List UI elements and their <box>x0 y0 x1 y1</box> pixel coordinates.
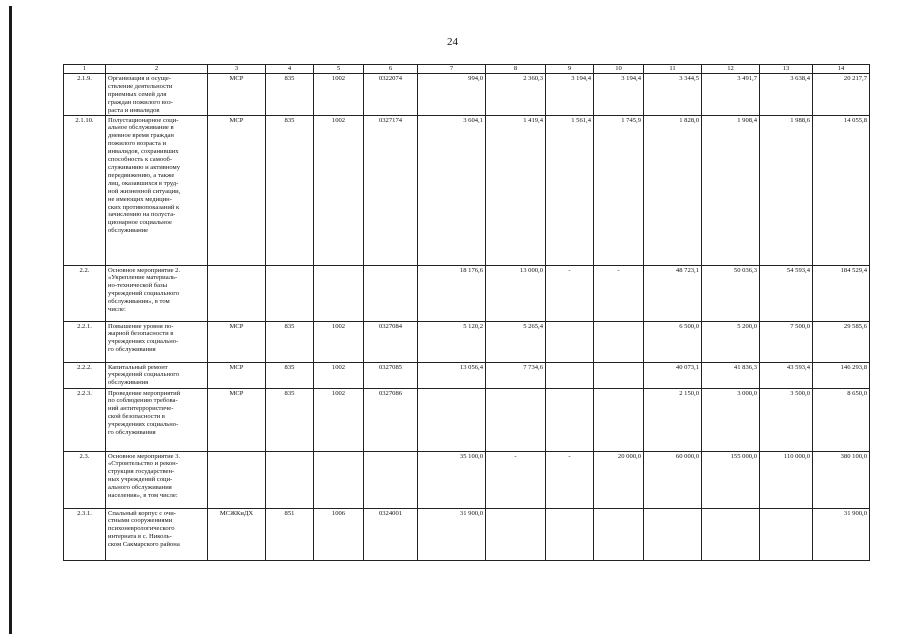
cell-value: 3 344,5 <box>644 74 702 116</box>
cell-number: 2.1.10. <box>64 115 106 265</box>
cell-total: 31 900,0 <box>813 508 870 560</box>
column-header: 12 <box>702 65 760 74</box>
cell-value: 3 638,4 <box>760 74 813 116</box>
cell-code-rzpr: 1006 <box>314 508 364 560</box>
cell-number: 2.1.9. <box>64 74 106 116</box>
cell-value <box>486 508 546 560</box>
cell-name: Повышение уровня по- жарной безопасности в учреждениях социально- го обслуживания <box>106 321 208 362</box>
cell-value: - <box>594 265 644 321</box>
cell-code-grbs <box>266 265 314 321</box>
cell-value: 1 745,9 <box>594 115 644 265</box>
cell-total: 184 529,4 <box>813 265 870 321</box>
cell-value: 13 000,0 <box>486 265 546 321</box>
cell-value: 3 500,0 <box>760 388 813 451</box>
cell-value: 40 073,1 <box>644 362 702 388</box>
cell-value: 1 828,0 <box>644 115 702 265</box>
cell-value: 3 194,4 <box>546 74 594 116</box>
cell-value <box>644 508 702 560</box>
cell-code-csr: 0327174 <box>364 115 418 265</box>
cell-executor: МСР <box>208 74 266 116</box>
table-row <box>64 115 870 265</box>
cell-value: 155 000,0 <box>702 451 760 508</box>
cell-code-grbs: 835 <box>266 74 314 116</box>
cell-value <box>546 362 594 388</box>
cell-value: - <box>546 451 594 508</box>
program-table <box>63 64 870 561</box>
cell-value: 48 723,1 <box>644 265 702 321</box>
cell-value <box>486 388 546 451</box>
cell-value: 60 000,0 <box>644 451 702 508</box>
page-number: 24 <box>447 36 458 48</box>
cell-name: Полустационарное соци- альное обслуживание в дневное время граждан пожилого возраста и инвалидов, сохранивших способность к самооб- служиванию и активному передвижению, а также лиц, оказавшихся в труд- ной жизненной ситуации, не имеющих медицин- ских противопоказаний к зачислению на полуста- ционарное социальное обслуживание <box>106 115 208 265</box>
cell-number: 2.2.1. <box>64 321 106 362</box>
cell-value: 3 194,4 <box>594 74 644 116</box>
cell-value: 1 988,6 <box>760 115 813 265</box>
cell-value <box>546 508 594 560</box>
column-header: 14 <box>813 65 870 74</box>
cell-value <box>594 321 644 362</box>
table-row <box>64 508 870 560</box>
cell-code-grbs: 835 <box>266 115 314 265</box>
cell-code-csr <box>364 451 418 508</box>
cell-total: 146 293,8 <box>813 362 870 388</box>
table-row <box>64 74 870 116</box>
cell-number: 2.3. <box>64 451 106 508</box>
cell-value: 1 419,4 <box>486 115 546 265</box>
column-header: 4 <box>266 65 314 74</box>
table-row <box>64 451 870 508</box>
cell-number: 2.3.1. <box>64 508 106 560</box>
cell-name: Капитальный ремонт учреждений социального обслуживания <box>106 362 208 388</box>
column-header: 1 <box>64 65 106 74</box>
cell-value: 7 734,6 <box>486 362 546 388</box>
cell-code-grbs: 835 <box>266 362 314 388</box>
column-header: 11 <box>644 65 702 74</box>
cell-value: 2 360,3 <box>486 74 546 116</box>
cell-value <box>594 508 644 560</box>
cell-code-rzpr: 1002 <box>314 74 364 116</box>
cell-total: 29 585,6 <box>813 321 870 362</box>
cell-value: - <box>486 451 546 508</box>
cell-value: 31 900,0 <box>418 508 486 560</box>
cell-value <box>760 508 813 560</box>
cell-name: Основное мероприятие 3. «Строительство и рекон- струкция государствен- ных учреждений соци- ального обслуживания населения», в том числе: <box>106 451 208 508</box>
cell-code-csr: 0322074 <box>364 74 418 116</box>
cell-value: 50 036,3 <box>702 265 760 321</box>
cell-executor: МСР <box>208 362 266 388</box>
cell-value: 110 000,0 <box>760 451 813 508</box>
cell-name: Спальный корпус с очи- стными сооружениями психоневрологического интерната в с. Николь- ском Сакмарского района <box>106 508 208 560</box>
cell-value <box>594 362 644 388</box>
cell-total: 380 100,0 <box>813 451 870 508</box>
cell-executor: МСР <box>208 321 266 362</box>
cell-executor: МСЖКиДХ <box>208 508 266 560</box>
cell-value: 6 500,0 <box>644 321 702 362</box>
cell-executor <box>208 451 266 508</box>
table-header-row <box>64 65 870 74</box>
cell-value: 1 908,4 <box>702 115 760 265</box>
cell-code-csr: 0327086 <box>364 388 418 451</box>
column-header: 9 <box>546 65 594 74</box>
cell-value <box>546 321 594 362</box>
cell-value: 1 561,4 <box>546 115 594 265</box>
column-header: 6 <box>364 65 418 74</box>
column-header: 5 <box>314 65 364 74</box>
cell-value <box>418 388 486 451</box>
cell-value <box>702 508 760 560</box>
cell-name: Проведение мероприятий по соблюдению требова- ний антитеррористиче- ской безопасности в учреждениях социально- го обслуживания <box>106 388 208 451</box>
table-row <box>64 388 870 451</box>
cell-value: 20 000,0 <box>594 451 644 508</box>
cell-number: 2.2.2. <box>64 362 106 388</box>
cell-code-rzpr: 1002 <box>314 388 364 451</box>
cell-total: 8 650,0 <box>813 388 870 451</box>
cell-value: 5 200,0 <box>702 321 760 362</box>
column-header: 2 <box>106 65 208 74</box>
table-row <box>64 321 870 362</box>
cell-code-csr: 0324001 <box>364 508 418 560</box>
cell-code-csr: 0327085 <box>364 362 418 388</box>
cell-code-rzpr: 1002 <box>314 321 364 362</box>
cell-executor: МСР <box>208 115 266 265</box>
table-row <box>64 362 870 388</box>
cell-code-csr: 0327084 <box>364 321 418 362</box>
cell-code-rzpr: 1002 <box>314 115 364 265</box>
cell-value: 18 176,6 <box>418 265 486 321</box>
cell-number: 2.2.3. <box>64 388 106 451</box>
cell-code-grbs: 835 <box>266 388 314 451</box>
scan-edge-line <box>9 6 12 634</box>
cell-code-grbs <box>266 451 314 508</box>
cell-code-csr <box>364 265 418 321</box>
cell-code-grbs: 851 <box>266 508 314 560</box>
column-header: 13 <box>760 65 813 74</box>
cell-name: Организация и осуще- ствление деятельности приемных семей для граждан пожилого воз- раста и инвалидов <box>106 74 208 116</box>
cell-value: 3 604,1 <box>418 115 486 265</box>
cell-value: 35 100,0 <box>418 451 486 508</box>
cell-value: 2 150,0 <box>644 388 702 451</box>
cell-value: 5 265,4 <box>486 321 546 362</box>
cell-code-rzpr: 1002 <box>314 362 364 388</box>
cell-value: 5 120,2 <box>418 321 486 362</box>
cell-value: 3 491,7 <box>702 74 760 116</box>
column-header: 10 <box>594 65 644 74</box>
cell-executor: МСР <box>208 388 266 451</box>
cell-value: 13 056,4 <box>418 362 486 388</box>
cell-code-rzpr <box>314 451 364 508</box>
cell-number: 2.2. <box>64 265 106 321</box>
cell-value: 7 500,0 <box>760 321 813 362</box>
cell-total: 14 055,8 <box>813 115 870 265</box>
cell-total: 20 217,7 <box>813 74 870 116</box>
cell-value: 994,0 <box>418 74 486 116</box>
cell-value <box>594 388 644 451</box>
cell-value: - <box>546 265 594 321</box>
column-header: 3 <box>208 65 266 74</box>
column-header: 7 <box>418 65 486 74</box>
cell-value <box>546 388 594 451</box>
column-header: 8 <box>486 65 546 74</box>
cell-code-rzpr <box>314 265 364 321</box>
cell-value: 3 000,0 <box>702 388 760 451</box>
cell-value: 54 593,4 <box>760 265 813 321</box>
cell-value: 43 593,4 <box>760 362 813 388</box>
cell-name: Основное мероприятие 2. «Укрепление материаль- но-технической базы учреждений социального обслуживания», в том числе: <box>106 265 208 321</box>
cell-code-grbs: 835 <box>266 321 314 362</box>
cell-executor <box>208 265 266 321</box>
cell-value: 41 836,3 <box>702 362 760 388</box>
table-body <box>64 74 870 561</box>
table-row <box>64 265 870 321</box>
